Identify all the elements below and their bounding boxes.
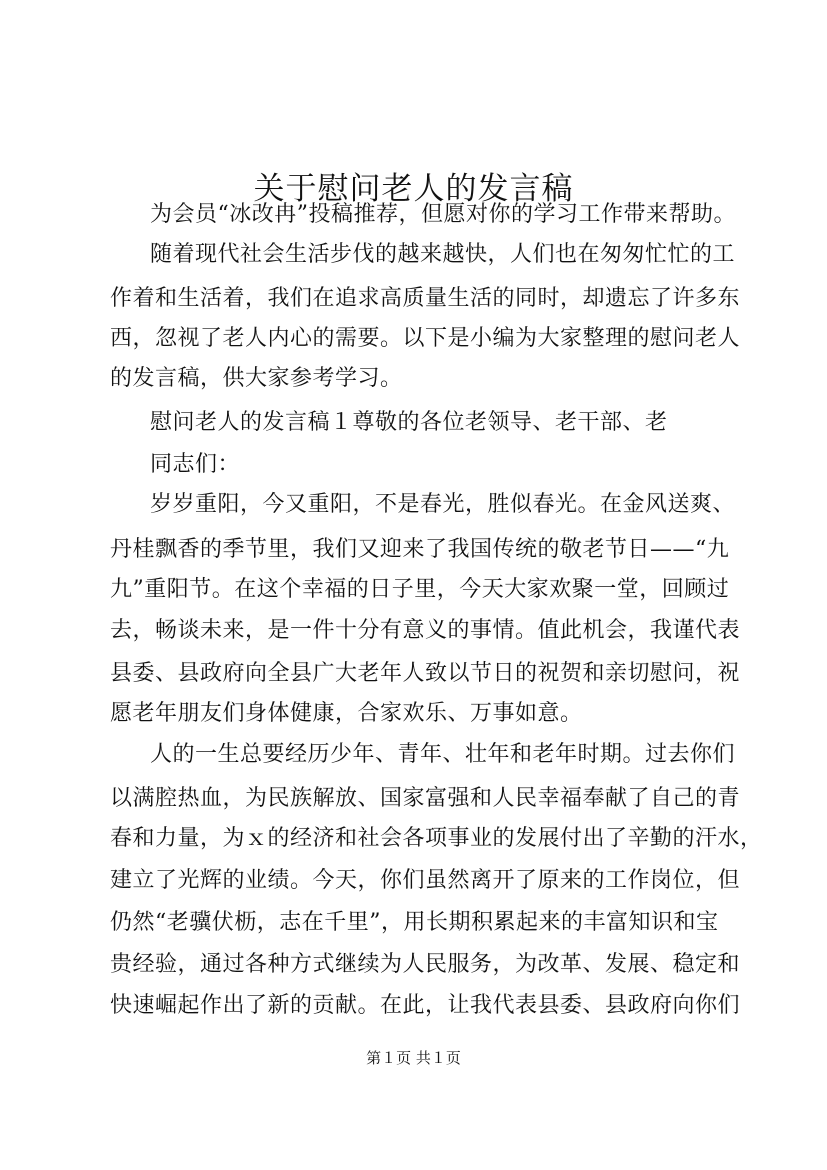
text-line: 贵经验，通过各种方式继续为人民服务，为改革、发展、稳定和 xyxy=(110,952,741,977)
text-line: 愿老年朋友们身体健康，合家欢乐、万事如意。 xyxy=(110,701,583,726)
text-line: 西，忽视了老人内心的需要。以下是小编为大家整理的慰问老人 xyxy=(110,326,741,351)
text-line: 仍然“老骥伏枥，志在千里”，用长期积累起来的丰富知识和宝 xyxy=(110,910,719,935)
text-line: 九”重阳节。在这个幸福的日子里，今天大家欢聚一堂，回顾过 xyxy=(110,577,730,602)
text-line: 县委、县政府向全县广大老年人致以节日的祝贺和亲切慰问，祝 xyxy=(110,661,741,686)
text-line: 快速崛起作出了新的贡献。在此，让我代表县委、县政府向你们 xyxy=(110,993,741,1018)
text-line: 岁岁重阳，今又重阳，不是春光，胜似春光。在金风送爽、 xyxy=(150,492,736,517)
text-line: 以满腔热血，为民族解放、国家富强和人民幸福奉献了自己的青 xyxy=(110,786,741,811)
text-line: 的发言稿，供大家参考学习。 xyxy=(110,366,403,391)
text-line: 丹桂飘香的季节里，我们又迎来了我国传统的敬老节日——“九 xyxy=(110,537,730,562)
text-line: 为会员“冰改冉”投稿推荐，但愿对你的学习工作带来帮助。 xyxy=(150,202,736,227)
text-line: 去，畅谈未来，是一件十分有意义的事情。值此机会，我谨代表 xyxy=(110,618,741,643)
text-line: 建立了光辉的业绩。今天，你们虽然离开了原来的工作岗位，但 xyxy=(110,868,741,893)
text-line: 作着和生活着，我们在追求高质量生活的同时，却遗忘了许多东 xyxy=(110,286,741,311)
text-line: 随着现代社会生活步伐的越来越快，人们也在匆匆忙忙的工 xyxy=(150,242,736,267)
text-line: 人的一生总要经历少年、青年、壮年和老年时期。过去你们 xyxy=(150,742,736,767)
text-line: 春和力量，为ｘ的经济和社会各项事业的发展付出了辛勤的汗水， xyxy=(110,826,763,851)
page-footer: 第１页 共１页 xyxy=(366,1049,461,1067)
page-title: 关于慰问老人的发言稿 xyxy=(253,170,574,207)
text-line: 慰问老人的发言稿１尊敬的各位老领导、老干部、老 xyxy=(150,410,668,435)
text-line: 同志们： xyxy=(150,452,241,477)
